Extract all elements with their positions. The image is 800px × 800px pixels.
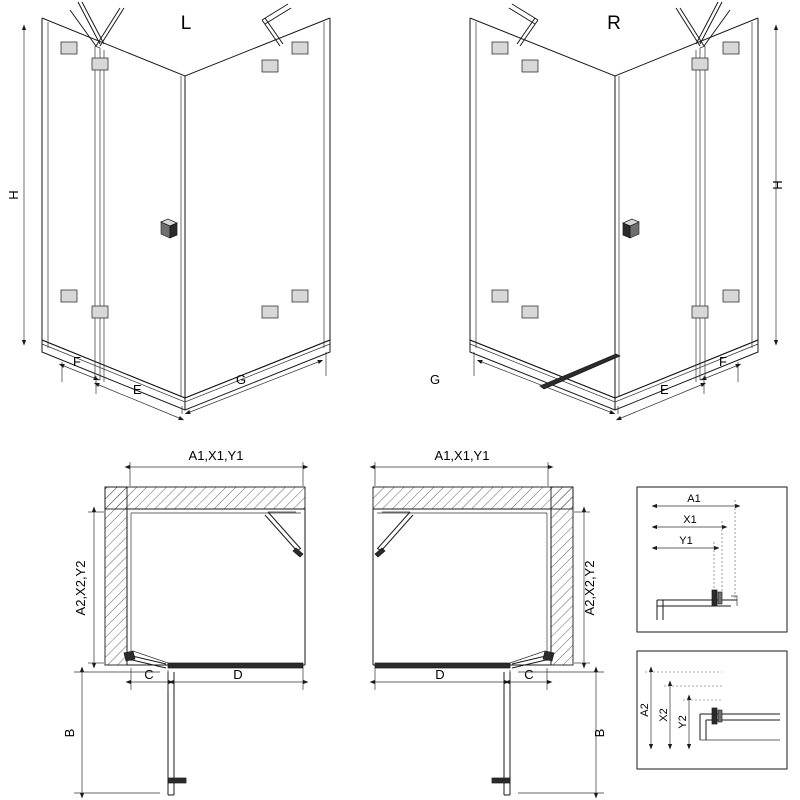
iso-view-right — [430, 2, 785, 418]
plan-right-dim-top — [375, 448, 548, 486]
plan-right-dim-b — [518, 672, 607, 793]
iso-right-tray — [470, 340, 758, 410]
detail-top-dim-x1-label: X1 — [683, 514, 697, 526]
iso-right-frame — [470, 18, 758, 398]
iso-left-dim-fe-g — [62, 352, 326, 418]
iso-left-dim-height-label: H — [6, 190, 21, 200]
plan-left-top-door — [265, 512, 303, 557]
iso-left-dim-height — [6, 30, 24, 340]
detail-top-dim-a1 — [657, 493, 735, 598]
iso-left-frame — [42, 18, 330, 398]
plan-right-top-door — [375, 512, 413, 557]
plan-right-dim-c-label: C — [524, 667, 534, 682]
detail-bottom-dim-a2 — [639, 672, 722, 744]
detail-bottom-dim-y2-label: Y2 — [677, 715, 689, 729]
iso-left-dim-f-label: F — [73, 354, 81, 369]
plan-right-swing-door — [492, 672, 510, 795]
detail-bottom-dim-a2-label: A2 — [639, 703, 651, 717]
detail-bottom-profile — [700, 708, 780, 740]
iso-left-dim-e-label: E — [133, 382, 142, 397]
detail-bottom-dim-x2-label: X2 — [658, 708, 670, 722]
iso-left-dim-g-label: G — [236, 372, 247, 387]
plan-view-left — [62, 448, 305, 795]
plan-left-dim-bottom — [131, 667, 303, 690]
plan-right-dim-bottom — [375, 667, 547, 690]
detail-box-top — [637, 487, 787, 632]
plan-left-dim-b — [62, 672, 160, 793]
plan-right-wall-right — [551, 487, 573, 665]
plan-left-dim-side-label: A2,X2,Y2 — [73, 560, 88, 616]
detail-top-dim-y1 — [657, 535, 714, 598]
iso-right-title: R — [607, 13, 621, 34]
iso-left-glass-fixed — [95, 46, 100, 380]
plan-right-dim-top-label: A1,X1,Y1 — [434, 448, 490, 463]
plan-right-dim-side-label: A2,X2,Y2 — [582, 560, 597, 616]
plan-right-dim-d-label: D — [435, 667, 445, 682]
iso-right-dim-height — [770, 30, 785, 340]
iso-right-dim-e-label: E — [660, 382, 669, 397]
plan-left-dim-b-label: B — [62, 728, 77, 738]
iso-right-dim-height-label: H — [770, 180, 785, 190]
detail-top-dim-y1-label: Y1 — [679, 535, 693, 547]
detail-box-bottom — [637, 651, 787, 769]
plan-left-enclosure — [127, 509, 305, 665]
plan-view-right — [373, 448, 607, 795]
detail-top-dim-x1 — [657, 514, 722, 598]
detail-top-dim-a1-label: A1 — [687, 493, 701, 505]
iso-left-handle — [161, 219, 177, 238]
plan-left-wall-left — [105, 487, 127, 665]
iso-right-glass-fixed — [700, 46, 705, 380]
plan-left-dim-side — [73, 512, 104, 663]
iso-right-handle — [623, 219, 639, 238]
plan-left-dim-top — [130, 448, 303, 486]
plan-left-dim-top-label: A1,X1,Y1 — [188, 448, 244, 463]
iso-left-tray — [42, 340, 330, 410]
detail-top-profile — [657, 590, 737, 620]
iso-left-title: L — [180, 13, 192, 34]
plan-left-wall-top — [105, 487, 305, 509]
plan-left-swing-door — [168, 672, 186, 795]
iso-view-left — [6, 2, 330, 418]
plan-right-dim-side — [574, 512, 597, 663]
plan-right-dim-b-label: B — [592, 728, 607, 738]
plan-left-dim-d-label: D — [233, 667, 243, 682]
iso-right-dim-f-label: F — [719, 354, 727, 369]
iso-right-dim-g-label: G — [430, 372, 441, 387]
plan-right-enclosure — [373, 509, 551, 665]
iso-right-dim-fe-g — [430, 352, 738, 418]
plan-right-wall-top — [373, 487, 573, 509]
plan-left-dim-c-label: C — [144, 667, 154, 682]
